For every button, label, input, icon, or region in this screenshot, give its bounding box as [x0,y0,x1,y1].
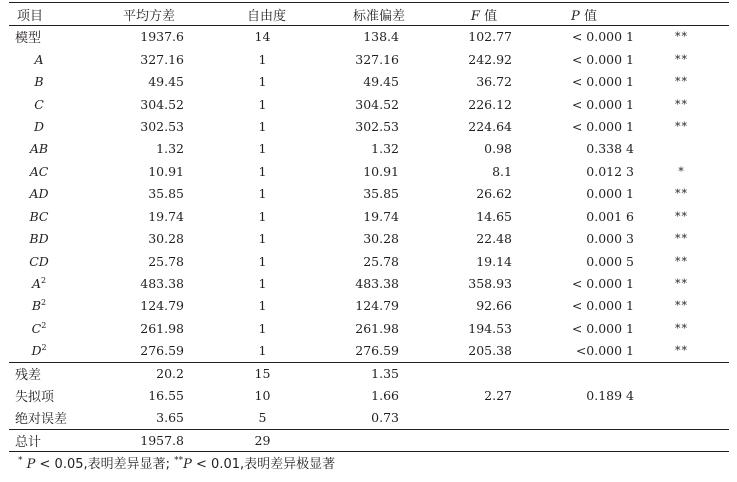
cell-std-dev-text: 327.16 [355,51,399,67]
cell-p-value [534,26,634,48]
cell-std-dev-text: 483.38 [355,276,399,292]
cell-f-value [434,205,534,227]
cell-f-value-text: 194.53 [468,320,512,336]
cell-p-value-text: < 0.000 1 [571,298,634,314]
cell-df-text: 1 [258,74,267,90]
cell-f-value [434,183,534,205]
cell-mean-square [89,250,209,272]
header-p-letter: P [571,8,580,24]
cell-mean-square-text: 10.91 [148,163,184,179]
cell-std-dev [324,183,434,205]
table-row [9,93,729,115]
row-name-exponent: 2 [41,298,47,308]
cell-std-dev-text: 138.4 [363,29,399,45]
row-name-text: AB [29,141,49,157]
cell-std-dev-text: 276.59 [355,343,399,359]
cell-mean-square [89,272,209,294]
cell-mean-square-text: 19.74 [148,208,184,224]
cell-std-dev-text: 30.28 [363,231,399,247]
row-name-text: D [33,118,45,134]
header-df: 自由度 [209,3,324,26]
table-row [9,115,729,137]
row-name-text: BC [29,208,49,224]
cell-p-value-text: < 0.000 1 [571,276,634,292]
cell-std-dev-text: 25.78 [363,253,399,269]
row-name [9,183,89,205]
cell-std-dev [324,205,434,227]
cell-std-dev-text: 1.32 [371,141,399,157]
cell-significance [634,340,729,362]
row-name [9,70,89,92]
cell-df [209,340,324,362]
cell-p-value-text: < 0.000 1 [571,29,634,45]
cell-std-dev [324,93,434,115]
cell-f-value-text: 205.38 [468,343,512,359]
cell-significance [634,362,729,429]
cell-df-text: 1 [258,231,267,247]
cell-mean-square-text: 124.79 [140,298,184,314]
cell-f-value-text: 14.65 [476,208,512,224]
cell-p-value-text: 0.338 4 [586,141,634,157]
cell-significance [634,429,729,451]
cell-significance [634,250,729,272]
row-name-text: A [34,51,44,67]
cell-significance [634,93,729,115]
cell-significance-text: ** [675,321,688,335]
cell-mean-square [89,227,209,249]
row-name-text: B [31,298,42,314]
row-name-text: B [34,74,44,90]
row-name [9,26,89,48]
cell-std-dev [324,160,434,182]
cell-mean-square [89,26,209,48]
table-row [9,48,729,70]
cell-f-value-text: 242.92 [468,51,512,67]
cell-p-value-text: < 0.000 1 [571,51,634,67]
row-name-exponent: 2 [40,275,47,285]
footnote-condition-highly-significant: < 0.01,表明差异极显著 [191,457,336,472]
cell-mean-square [89,70,209,92]
cell-df-text: 1 [258,343,267,359]
cell-significance [634,317,729,339]
row-name: 绝对误差 [15,412,68,428]
cell-significance-text: ** [675,277,688,291]
cell-p-value-text: 0.000 5 [586,253,634,269]
row-name: 残差 [9,362,89,384]
cell-f-value-text: 102.77 [468,29,512,45]
cell-significance-text: ** [675,119,688,133]
row-name: 失拟项 [15,390,55,406]
cell-mean-square: 3.65 [156,410,184,426]
cell-mean-square-text: 25.78 [148,253,184,269]
row-name-exponent: 2 [41,320,47,330]
header-significance [634,3,729,26]
cell-significance [634,295,729,317]
cell-mean-square-text: 304.52 [140,96,184,112]
cell-f-value [434,26,534,48]
cell-df [209,250,324,272]
row-name-text: BD [29,231,49,247]
cell-df [209,205,324,227]
cell-f-value [434,138,534,160]
table-row [9,70,729,92]
cell-f-value-text: 92.66 [476,298,512,314]
row-name [9,317,89,339]
cell-mean-square-text: 35.85 [148,186,184,202]
header-f-value [434,3,534,26]
row-name-text: AD [29,186,49,202]
cell-mean-square [89,138,209,160]
cell-f-value [434,160,534,182]
cell-df [209,227,324,249]
footnote-p-symbol-2: P [183,457,192,472]
cell-mean-square [89,205,209,227]
cell-df-text: 1 [258,298,267,314]
cell-std-dev-text: 49.45 [363,74,399,90]
cell-f-value-text: 26.62 [476,186,512,202]
cell-f-value [434,250,534,272]
cell-df-text: 1 [258,163,267,179]
cell-p-value [534,48,634,70]
cell-f-value-text: 19.14 [476,253,512,269]
cell-df [209,115,324,137]
row-name-text: D [31,343,42,359]
cell-df: 5 [258,410,267,426]
row-name-text: C [31,320,42,336]
footnote-star-double: ** [174,455,184,466]
footnote-condition-significant: < 0.05,表明差异显著; [35,457,175,472]
cell-p-value [534,160,634,182]
cell-df [209,48,324,70]
row-name-text: A [31,276,41,292]
row-name [9,272,89,294]
row-name-exponent: 2 [41,343,47,353]
cell-f-value [434,429,534,451]
cell-mean-square-text: 1937.6 [140,29,184,45]
cell-p-value [534,93,634,115]
row-name [9,295,89,317]
cell-df [209,26,324,48]
row-name-text: C [34,96,44,112]
cell-mean-square [89,317,209,339]
cell-f-value-text: 226.12 [468,96,512,112]
cell-p-value-text: < 0.000 1 [571,320,634,336]
cell-f-value-text: 224.64 [468,118,512,134]
cell-significance-text: ** [675,344,688,358]
cell-std-dev [324,26,434,48]
table-row [9,272,729,294]
table-row [9,26,729,48]
cell-df: 15 [209,362,324,384]
cell-significance-text: ** [675,52,688,66]
cell-significance [634,227,729,249]
cell-mean-square [89,160,209,182]
header-p-value [534,3,634,26]
cell-p-value-text: <0.000 1 [575,343,634,359]
cell-mean-square-text: 49.45 [148,74,184,90]
cell-std-dev [324,340,434,362]
cell-significance [634,160,729,182]
cell-p-value-lack-of-fit: 0.189 4 [534,362,634,429]
cell-std-dev-text: 19.74 [363,208,399,224]
cell-std-dev [324,138,434,160]
cell-f-value [434,317,534,339]
table-row [9,340,729,362]
cell-p-value [534,272,634,294]
cell-p-value [534,340,634,362]
cell-p-value-text: < 0.000 1 [571,74,634,90]
cell-df-text: 1 [258,118,267,134]
cell-mean-square [89,183,209,205]
header-f-suffix: 值 [484,8,498,24]
cell-std-dev: 1.66 [371,388,399,404]
cell-p-value [534,250,634,272]
cell-df-text: 1 [258,96,267,112]
cell-p-value [534,227,634,249]
cell-std-dev-text: 302.53 [355,118,399,134]
table-footnote [18,453,335,472]
cell-p-value [534,317,634,339]
row-name [9,227,89,249]
row-name [9,250,89,272]
cell-std-dev [324,272,434,294]
cell-df-text: 1 [258,320,267,336]
table-row [9,227,729,249]
cell-mean-square [89,340,209,362]
cell-f-value [434,115,534,137]
cell-p-value-text: 0.000 3 [586,231,634,247]
cell-mean-square: 1957.8 [89,429,209,451]
cell-significance-text: ** [675,75,688,89]
cell-mean-square [89,115,209,137]
cell-f-value-text: 22.48 [476,231,512,247]
cell-significance [634,138,729,160]
cell-df: 10 [254,388,271,404]
cell-f-value [434,295,534,317]
cell-p-value-text: < 0.000 1 [571,96,634,112]
cell-f-value-text: 0.98 [484,141,512,157]
cell-significance-text: * [678,164,685,178]
footnote-p-symbol: P [26,457,36,472]
cell-df-text: 1 [258,253,267,269]
cell-mean-square-text: 276.59 [140,343,184,359]
table-row-total [9,429,729,451]
cell-significance [634,115,729,137]
cell-df [209,295,324,317]
cell-std-dev [324,227,434,249]
cell-p-value [534,70,634,92]
table-row [9,295,729,317]
cell-significance [634,183,729,205]
cell-mean-square [89,93,209,115]
cell-f-value [434,70,534,92]
cell-mean-square-text: 302.53 [140,118,184,134]
cell-mean-square-text: 30.28 [148,231,184,247]
row-name [9,93,89,115]
cell-df-text: 1 [258,208,267,224]
cell-df-text: 14 [254,29,271,45]
cell-significance [634,205,729,227]
cell-std-dev: 1.35 [324,362,434,384]
cell-std-dev [324,317,434,339]
row-name [9,160,89,182]
table-row [9,250,729,272]
cell-f-value-text: 36.72 [476,74,512,90]
cell-mean-square [89,48,209,70]
cell-f-value-text: 358.93 [468,276,512,292]
cell-significance-text: ** [675,209,688,223]
cell-p-value-text: 0.012 3 [586,163,634,179]
table-row [9,160,729,182]
cell-significance-text: ** [675,97,688,111]
cell-mean-square-text: 483.38 [140,276,184,292]
cell-std-dev-text: 35.85 [363,186,399,202]
cell-mean-square: 16.55 [148,388,184,404]
cell-significance-text: ** [675,299,688,313]
cell-f-value-lack-of-fit: 2.27 [434,362,534,429]
cell-significance-text: ** [675,232,688,246]
cell-significance-text: ** [675,187,688,201]
footnote-star-single: * [18,455,23,466]
header-item: 项目 [9,3,89,26]
cell-p-value [534,205,634,227]
table-row [9,205,729,227]
cell-std-dev [324,250,434,272]
row-name [9,115,89,137]
table-row [9,138,729,160]
row-name-text: CD [29,253,49,269]
cell-std-dev-text: 10.91 [363,163,399,179]
row-name-text: AC [29,163,49,179]
cell-df-text: 1 [258,141,267,157]
cell-std-dev [324,429,434,451]
cell-f-value [434,48,534,70]
cell-significance-text: ** [675,254,688,268]
cell-mean-square-text: 1.32 [156,141,184,157]
cell-df [209,70,324,92]
cell-df [209,93,324,115]
cell-f-value [434,227,534,249]
cell-p-value [534,295,634,317]
row-name-text: 模型 [15,31,42,47]
cell-significance [634,48,729,70]
cell-mean-square: 20.2 [89,362,209,384]
cell-p-value-text: 0.000 1 [586,186,634,202]
cell-df [209,183,324,205]
cell-std-dev [324,48,434,70]
cell-p-value [534,138,634,160]
table-body [9,26,729,452]
cell-mean-square-text: 327.16 [140,51,184,67]
row-name: 总计 [9,429,89,451]
row-name [9,340,89,362]
cell-f-value [434,93,534,115]
cell-significance [634,26,729,48]
cell-significance [634,272,729,294]
cell-p-value [534,429,634,451]
cell-std-dev [324,295,434,317]
header-std-dev: 标准偏差 [324,3,434,26]
row-name [9,138,89,160]
header-row [9,3,729,26]
cell-df [209,160,324,182]
header-p-suffix: 值 [583,8,597,24]
cell-df: 29 [209,429,324,451]
cell-std-dev-text: 124.79 [355,298,399,314]
cell-p-value-text: < 0.000 1 [571,118,634,134]
cell-significance-text: ** [675,30,688,44]
cell-f-value-text: 8.1 [492,163,512,179]
cell-std-dev [324,115,434,137]
cell-mean-square-text: 261.98 [140,320,184,336]
cell-std-dev-text: 304.52 [355,96,399,112]
table-row-residual [9,362,729,384]
header-f-letter: F [470,8,480,24]
row-name [9,48,89,70]
cell-p-value-text: 0.001 6 [586,208,634,224]
table-row [9,317,729,339]
header-mean-square: 平均方差 [89,3,209,26]
cell-f-value [434,340,534,362]
cell-significance [634,70,729,92]
cell-df [209,272,324,294]
cell-p-value [534,183,634,205]
cell-f-value [434,272,534,294]
row-name [9,205,89,227]
cell-std-dev: 0.73 [371,410,399,426]
cell-df-text: 1 [258,51,267,67]
cell-std-dev-text: 261.98 [355,320,399,336]
table-row [9,183,729,205]
cell-df [209,138,324,160]
cell-df [209,317,324,339]
cell-df-text: 1 [258,186,267,202]
cell-std-dev [324,70,434,92]
cell-df-text: 1 [258,276,267,292]
cell-p-value [534,115,634,137]
anova-table [9,2,729,452]
cell-mean-square [89,295,209,317]
